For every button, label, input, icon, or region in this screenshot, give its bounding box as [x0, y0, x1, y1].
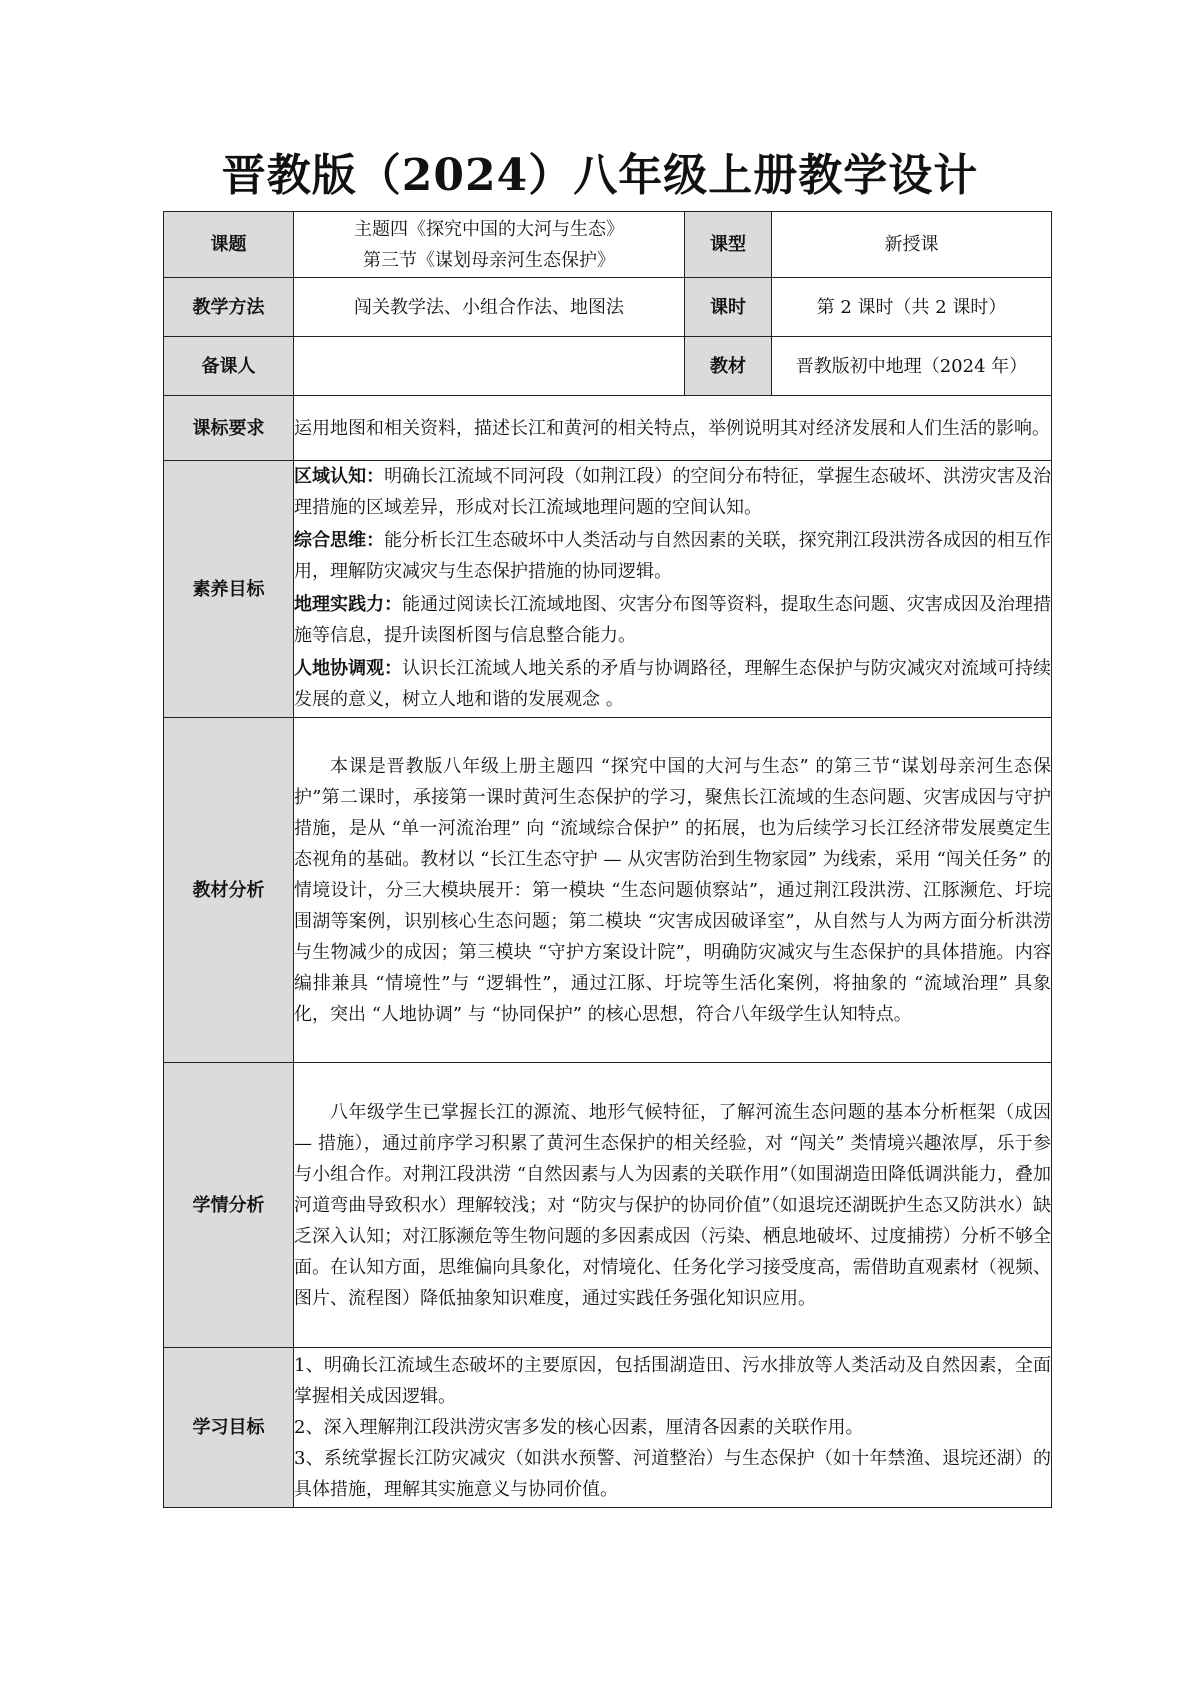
literacy-label: 素养目标: [164, 461, 294, 718]
topic-line1: 主题四《探究中国的大河与生态》: [354, 218, 624, 240]
students-paragraph: 八年级学生已掌握长江的源流、地形气候特征，了解河流生态问题的基本分析框架（成因 — 措施），通过前序学习积累了黄河生态保护的相关经验，对 “闯关” 类情境兴趣浓厚，乐于参与小组合作。对荆江段洪涝 “自然因素与人为因素的关联作用”（如围湖造田降低调洪能力，叠加河道弯曲导致积水）理解较浅；对 “防灾与保护的协同价值”（如退垸还湖既护生态又防洪水）缺乏深入认知；对江豚濒危等生物问题的多因素成因（污染、栖息地破坏、过度捕捞）分析不够全面。在认知方面，思维偏向具象化，对情境化、任务化学习接受度高，需借助直观素材（视频、图片、流程图）降低抽象知识难度，通过实践任务强化知识应用。: [294, 1101, 1051, 1309]
standard-paragraph: 运用地图和相关资料，描述长江和黄河的相关特点，举例说明其对经济发展和人们生活的影响。: [294, 417, 1050, 439]
preparer-label: 备课人: [164, 337, 294, 396]
row-standard: [164, 396, 1052, 461]
method-label: 教学方法: [164, 278, 294, 337]
topic-line2: 第三节《谋划母亲河生态保护》: [363, 249, 615, 271]
topic-value: [294, 212, 685, 278]
literacy-item-practice: [294, 589, 1051, 651]
row-topic: [164, 212, 1052, 278]
row-students: [164, 1063, 1052, 1348]
textbook-value: 晋教版初中地理（2024 年）: [772, 337, 1052, 396]
objective-item: 2、深入理解荆江段洪涝灾害多发的核心因素，厘清各因素的关联作用。: [294, 1417, 864, 1438]
textbook-label: 教材: [685, 337, 772, 396]
literacy-item-text: 能通过阅读长江流域地图、灾害分布图等资料，提取生态问题、灾害成因及治理措施等信息，提升读图析图与信息整合能力。: [294, 594, 1052, 646]
topic-label: 课题: [164, 212, 294, 278]
period-value: 第 2 课时（共 2 课时）: [772, 278, 1052, 337]
row-objectives: [164, 1348, 1052, 1508]
literacy-item-text: 能分析长江生态破坏中人类活动与自然因素的关联，探究荆江段洪涝各成因的相互作用，理解防灾减灾与生态保护措施的协同逻辑。: [294, 530, 1051, 582]
objective-item: 1、明确长江流域生态破坏的主要原因，包括围湖造田、污水排放等人类活动及自然因素，全面掌握相关成因逻辑。: [294, 1355, 1051, 1407]
standard-label: 课标要求: [164, 396, 294, 461]
literacy-item-harmony: [294, 653, 1051, 715]
row-literacy: [164, 461, 1052, 718]
row-material: [164, 718, 1052, 1063]
lesson-plan-table: [163, 211, 1052, 1508]
objective-item: 3、系统掌握长江防灾减灾（如洪水预警、河道整治）与生态保护（如十年禁渔、退垸还湖）的具体措施，理解其实施意义与协同价值。: [294, 1448, 1051, 1500]
students-label: 学情分析: [164, 1063, 294, 1348]
literacy-item-thinking: [294, 525, 1051, 587]
literacy-item-text: 认识长江流域人地关系的矛盾与协调路径，理解生态保护与防灾减灾对流域可持续发展的意义，树立人地和谐的发展观念 。: [294, 658, 1052, 710]
material-label: 教材分析: [164, 718, 294, 1063]
material-content: [294, 718, 1052, 1063]
preparer-value: [294, 337, 685, 396]
literacy-item-head: 人地协调观：: [294, 658, 403, 679]
standard-text: [294, 396, 1052, 461]
objectives-label: 学习目标: [164, 1348, 294, 1508]
literacy-item-head: 区域认知：: [294, 466, 385, 487]
method-value: 闯关教学法、小组合作法、地图法: [294, 278, 685, 337]
literacy-item-text: 明确长江流域不同河段（如荆江段）的空间分布特征，掌握生态破坏、洪涝灾害及治理措施的区域差异，形成对长江流域地理问题的空间认知。: [294, 466, 1051, 518]
type-label: 课型: [685, 212, 772, 278]
literacy-item-head: 地理实践力：: [294, 594, 403, 615]
row-preparer: [164, 337, 1052, 396]
row-method: [164, 278, 1052, 337]
document-title: 晋教版（2024）八年级上册教学设计: [221, 150, 979, 201]
type-value: 新授课: [772, 212, 1052, 278]
material-paragraph: 本课是晋教版八年级上册主题四 “探究中国的大河与生态” 的第三节“谋划母亲河生态保护”第二课时，承接第一课时黄河生态保护的学习，聚焦长江流域的生态问题、灾害成因与守护措施，是从 “单一河流治理” 向 “流域综合保护” 的拓展，也为后续学习长江经济带发展奠定生态视角的基础。教材以 “长江生态守护 — 从灾害防治到生物家园” 为线索，采用 “闯关任务” 的情境设计，分三大模块展开：第一模块 “生态问题侦察站”，通过荆江段洪涝、江豚濒危、圩垸围湖等案例，识别核心生态问题；第二模块 “灾害成因破译室”，从自然与人为两方面分析洪涝与生物减少的成因；第三模块 “守护方案设计院”，明确防灾减灾与生态保护的具体措施。内容编排兼具 “情境性”与 “逻辑性”，通过江豚、圩垸等生活化案例，将抽象的 “流域治理” 具象化，突出 “人地协调” 与 “协同保护” 的核心思想，符合八年级学生认知特点。: [294, 755, 1051, 1025]
period-label: 课时: [685, 278, 772, 337]
students-content: [294, 1063, 1052, 1348]
literacy-content: [294, 461, 1052, 718]
literacy-item-region: [294, 461, 1051, 523]
literacy-item-head: 综合思维：: [294, 530, 385, 551]
objectives-content: [294, 1348, 1052, 1508]
